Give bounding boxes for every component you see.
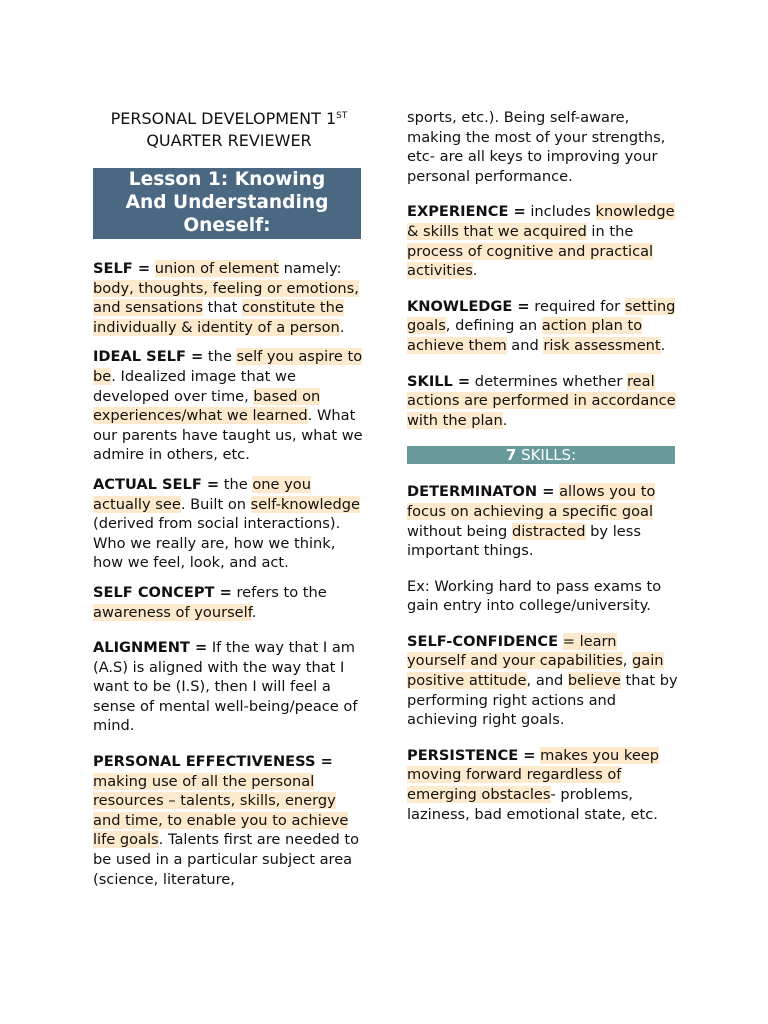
definition-experience: EXPERIENCE = includes knowledge & skills that we acquired in the process of cognitive and practical activities.: [407, 203, 675, 280]
skills-heading-banner: 7 SKILLS:: [407, 446, 675, 464]
definition-personal-effectiveness: PERSONAL EFFECTIVENESS = making use of all the personal resources – talents, skills, energy and time, to enable you to achieve life goals. Talents first are needed to be used in a particular subject area (science, literature,: [93, 753, 360, 888]
definition-actual-self: ACTUAL SELF = the one you actually see. Built on self-knowledge (derived from social interactions). Who we really are, how we think, how we feel, look, and act.: [93, 475, 361, 572]
definition-skill: SKILL = determines whether real actions are performed in accordance with the plan.: [407, 372, 676, 429]
definition-self-concept: SELF CONCEPT = refers to the awareness of yourself.: [93, 583, 327, 621]
document-title: PERSONAL DEVELOPMENT 1ST QUARTER REVIEWER: [110, 109, 348, 150]
definition-ideal-self: IDEAL SELF = the self you aspire to be. Idealized image that we developed over time, based on experiences/what we learned. What our parents have taught us, what we admire in others, etc.: [93, 348, 363, 464]
personal-effectiveness-continued: sports, etc.). Being self-aware, making the most of your strengths, etc- are all keys to improving your personal performance.: [407, 109, 666, 185]
example-text: Ex: Working hard to pass exams to gain entry into college/university.: [407, 577, 662, 615]
lesson-heading-banner: Lesson 1: Knowing And Understanding Oneself:: [93, 168, 361, 239]
definition-self: SELF = union of element namely: body, thoughts, feeling or emotions, and sensations that constitute the individually & identity of a person.: [93, 260, 359, 336]
definition-persistence: PERSISTENCE = makes you keep moving forward regardless of emerging obstacles- problems, laziness, bad emotional state, etc.: [407, 746, 660, 823]
definition-self-confidence: SELF-CONFIDENCE = learn yourself and your capabilities, gain positive attitude, and believe that by performing right actions and achieving right goals.: [407, 632, 678, 729]
definition-knowledge: KNOWLEDGE = required for setting goals, defining an action plan to achieve them and risk assessment.: [407, 297, 676, 354]
definition-determination: DETERMINATON = allows you to focus on achieving a specific goal without being distracted by less important things.: [407, 483, 656, 560]
right-column: [407, 104, 679, 834]
definition-alignment: ALIGNMENT = If the way that I am (A.S) is aligned with the way that I want to be (I.S), then I will feel a sense of mental well-being/peace of mind.: [93, 639, 358, 735]
left-column: [93, 104, 365, 899]
